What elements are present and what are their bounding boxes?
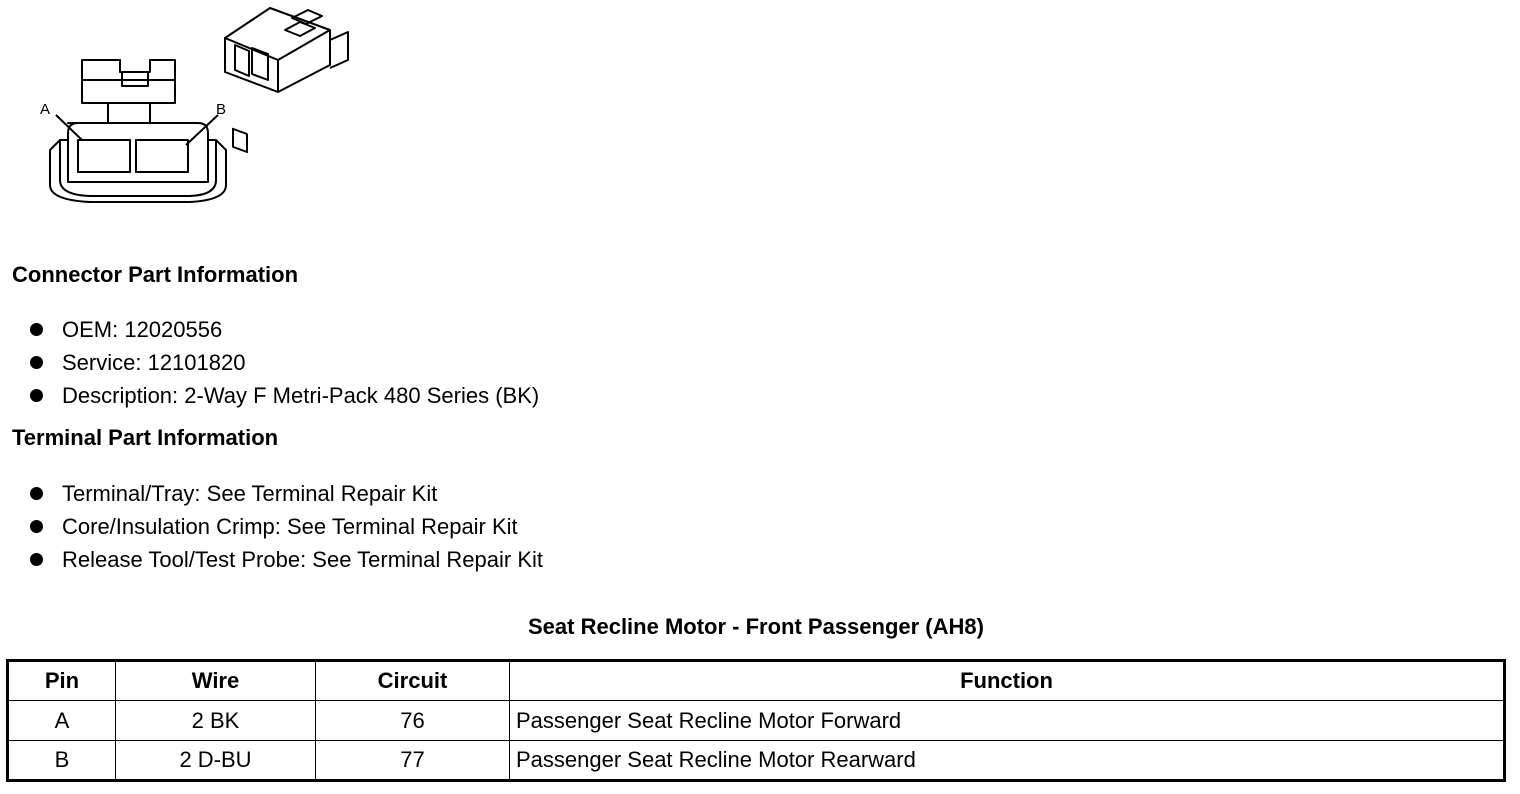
table-row bbox=[8, 741, 1505, 781]
cell-wire: 2 BK bbox=[116, 701, 316, 741]
terminal-part-info-heading: Terminal Part Information bbox=[12, 425, 279, 450]
bullet-icon bbox=[30, 356, 43, 369]
header-pin: Pin bbox=[8, 661, 116, 701]
header-function: Function bbox=[510, 661, 1505, 701]
cell-function: Passenger Seat Recline Motor Rearward bbox=[510, 741, 1505, 781]
bullet-icon bbox=[30, 487, 43, 500]
table-row bbox=[8, 701, 1505, 741]
pin-b-label: B bbox=[216, 101, 227, 118]
connector-part-info-heading: Connector Part Information bbox=[12, 262, 299, 287]
bullet-icon bbox=[30, 389, 43, 402]
list-item: Terminal/Tray: See Terminal Repair Kit bbox=[30, 477, 543, 510]
list-item: Service: 12101820 bbox=[30, 346, 539, 379]
connector-illustration bbox=[30, 0, 370, 215]
cell-function: Passenger Seat Recline Motor Forward bbox=[510, 701, 1505, 741]
bullet-icon bbox=[30, 323, 43, 336]
terminal-part-list bbox=[30, 477, 543, 576]
cell-wire: 2 D-BU bbox=[116, 741, 316, 781]
list-item: Core/Insulation Crimp: See Terminal Repair Kit bbox=[30, 510, 543, 543]
connector-part-list bbox=[30, 313, 539, 412]
list-item: Description: 2-Way F Metri-Pack 480 Series (BK) bbox=[30, 379, 539, 412]
header-wire: Wire bbox=[116, 661, 316, 701]
table-header-row bbox=[8, 661, 1505, 701]
bullet-icon bbox=[30, 520, 43, 533]
list-item: OEM: 12020556 bbox=[30, 313, 539, 346]
cell-circuit: 77 bbox=[316, 741, 510, 781]
pinout-table bbox=[6, 659, 1506, 782]
cell-pin: A bbox=[8, 701, 116, 741]
table-title: Seat Recline Motor - Front Passenger (AH8) bbox=[528, 614, 984, 639]
list-item: Release Tool/Test Probe: See Terminal Repair Kit bbox=[30, 543, 543, 576]
cell-circuit: 76 bbox=[316, 701, 510, 741]
pin-a-label: A bbox=[40, 101, 51, 118]
header-circuit: Circuit bbox=[316, 661, 510, 701]
cell-pin: B bbox=[8, 741, 116, 781]
bullet-icon bbox=[30, 553, 43, 566]
